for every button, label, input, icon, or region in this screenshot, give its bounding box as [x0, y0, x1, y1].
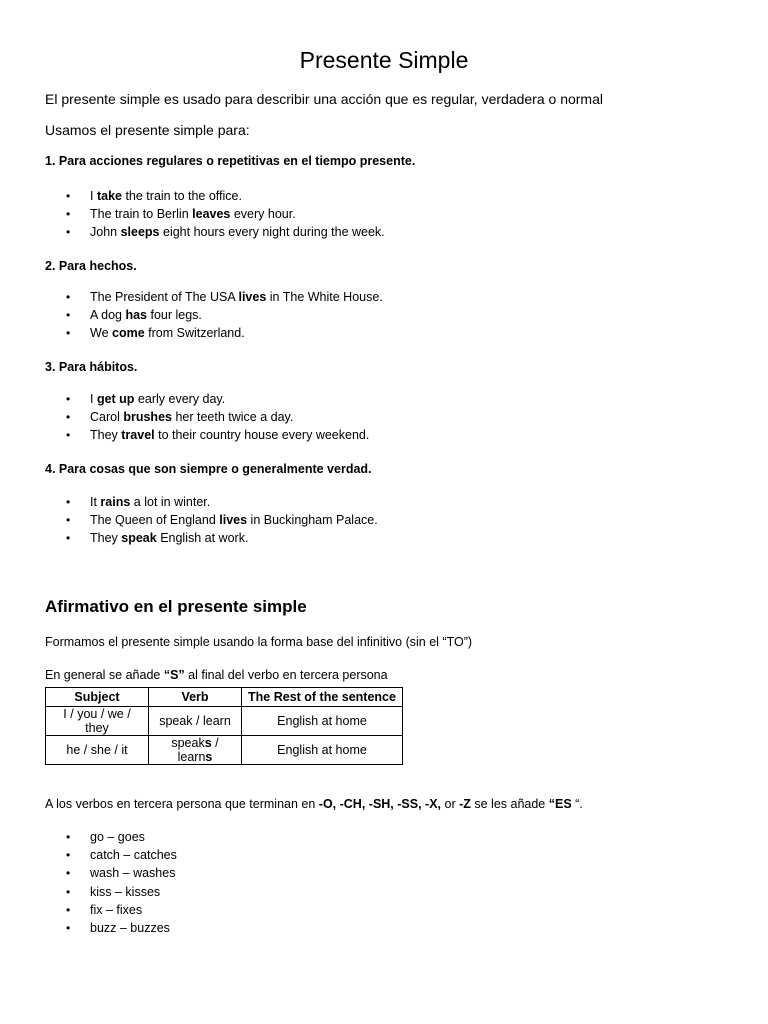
list-item: • buzz – buzzes: [66, 919, 177, 937]
list-item: • go – goes: [66, 828, 177, 846]
table-header-row: [46, 688, 403, 707]
list-item: • We come from Switzerland.: [66, 324, 383, 342]
list-item: • They speak English at work.: [66, 529, 378, 547]
cell-rest: English at home: [242, 736, 403, 765]
list-item: • The President of The USA lives in The White House.: [66, 288, 383, 306]
cell-verb: speak / learn: [149, 707, 242, 736]
list-item: • The Queen of England lives in Buckingham Palace.: [66, 511, 378, 529]
header-verb: Verb: [149, 688, 242, 707]
list-item: • I get up early every day.: [66, 390, 369, 408]
cell-subject: he / she / it: [46, 736, 149, 765]
header-subject: Subject: [46, 688, 149, 707]
section-1-list: [66, 187, 385, 242]
list-item: • I take the train to the office.: [66, 187, 385, 205]
list-item: • John sleeps eight hours every night during the week.: [66, 223, 385, 241]
list-item: • They travel to their country house every weekend.: [66, 426, 369, 444]
section-2-list: [66, 288, 383, 343]
table-row: [46, 736, 403, 765]
cell-subject: I / you / we / they: [46, 707, 149, 736]
affirmative-heading: Afirmativo en el presente simple: [45, 597, 307, 616]
page-title: Presente Simple: [299, 47, 469, 73]
table-row: [46, 707, 403, 736]
section-3-list: [66, 390, 369, 445]
formamos-paragraph: Formamos el presente simple usando la forma base del infinitivo (sin el “TO”): [45, 635, 473, 649]
list-item: • Carol brushes her teeth twice a day.: [66, 408, 369, 426]
intro-paragraph: El presente simple es usado para describir una acción que es regular, verdadera o normal: [45, 91, 603, 107]
conjugation-table: [45, 687, 403, 765]
list-item: • The train to Berlin leaves every hour.: [66, 205, 385, 223]
section-heading-2: 2. Para hechos.: [45, 259, 137, 273]
list-item: • kiss – kisses: [66, 883, 177, 901]
es-rule-paragraph: A los verbos en tercera persona que terminan en -O, -CH, -SH, -SS, -X, or -Z se les añade “ES “.: [45, 797, 583, 811]
list-item: • fix – fixes: [66, 901, 177, 919]
section-4-list: [66, 493, 378, 548]
section-heading-3: 3. Para hábitos.: [45, 360, 138, 374]
list-item: • A dog has four legs.: [66, 306, 383, 324]
section-heading-4: 4. Para cosas que son siempre o generalmente verdad.: [45, 462, 372, 476]
cell-verb: speaks / learns: [149, 736, 242, 765]
usage-intro: Usamos el presente simple para:: [45, 122, 250, 138]
list-item: • It rains a lot in winter.: [66, 493, 378, 511]
es-examples-list: [66, 828, 177, 937]
list-item: • catch – catches: [66, 846, 177, 864]
list-item: • wash – washes: [66, 864, 177, 882]
header-rest: The Rest of the sentence: [242, 688, 403, 707]
cell-rest: English at home: [242, 707, 403, 736]
general-rule: En general se añade “S” al final del verbo en tercera persona: [45, 668, 388, 682]
section-heading-1: 1. Para acciones regulares o repetitivas en el tiempo presente.: [45, 154, 416, 168]
